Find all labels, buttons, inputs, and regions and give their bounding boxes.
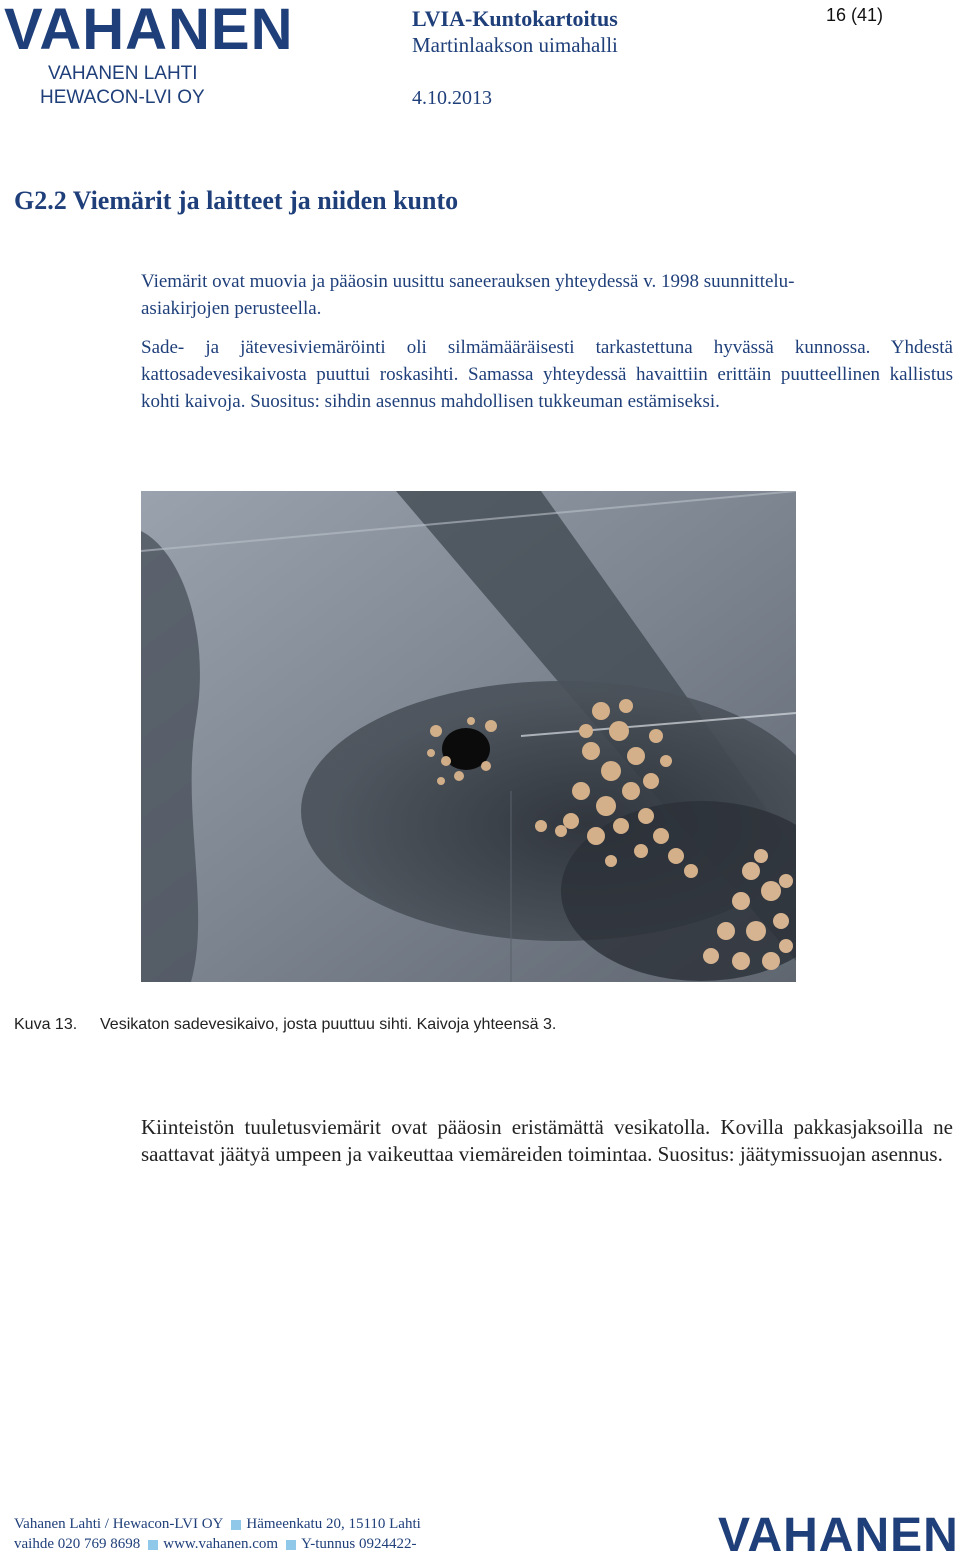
footer-bullet-icon (286, 1540, 296, 1550)
paragraph-1-line-1: Viemärit ovat muovia ja pääosin uusittu saneerauksen yhteydessä v. 1998 suunnittelu- (141, 271, 795, 292)
footer-address: Hämeenkatu 20, 15110 Lahti (246, 1516, 421, 1532)
footer-bullet-icon (148, 1540, 158, 1550)
document-date: 4.10.2013 (412, 87, 492, 109)
company-name-line1: VAHANEN LAHTI (48, 63, 198, 84)
company-name-line2: HEWACON-LVI OY (40, 87, 205, 108)
roof-drain-photo (141, 491, 796, 982)
paragraph-2: Sade- ja jätevesiviemäröinti oli silmämääräisesti tarkastettuna hyvässä kunnossa. Yhdestä kattosadevesikaivosta puuttui roskasihti. Samassa yhteydessä havaittiin erittäin puutteellinen kallistus kohti kaivoja. Suositus: sihdin asennus mahdollisen tukkeuman estämiseksi. (141, 337, 953, 412)
footer-company: Vahanen Lahti / Hewacon-LVI OY (14, 1516, 224, 1532)
paragraph-3: Kiinteistön tuuletusviemärit ovat pääosin eristämättä vesikatolla. Kovilla pakkasjaksoilla ne saattavat jäätyä umpeen ja vaikeuttaa viemäreiden toimintaa. Suositus: jäätymissuojan asennus. (141, 1115, 953, 1166)
footer-line-2 (14, 1534, 416, 1554)
footer-line-1 (14, 1514, 421, 1534)
section-heading: G2.2 Viemärit ja laitteet ja niiden kunto (14, 186, 459, 215)
document-title: LVIA-Kuntokartoitus (412, 6, 618, 31)
caption-text: Vesikaton sadevesikaivo, josta puuttuu sihti. Kaivoja yhteensä 3. (100, 1016, 557, 1033)
figure-caption (14, 1016, 556, 1034)
footer-web: www.vahanen.com (163, 1536, 279, 1552)
page-number: 16 (41) (826, 5, 884, 25)
paragraph-1 (141, 268, 953, 322)
document-subtitle: Martinlaakson uimahalli (412, 33, 618, 57)
footer-bullet-icon (231, 1520, 241, 1530)
footer-phone: vaihde 020 769 8698 (14, 1536, 141, 1552)
footer-ytunnus: Y-tunnus 0924422- (301, 1536, 417, 1552)
footer-vahanen-logo: VAHANEN (718, 1509, 959, 1562)
vahanen-logo: VAHANEN (4, 0, 294, 62)
paragraph-1-line-2: asiakirjojen perusteella. (141, 298, 322, 319)
caption-number: Kuva 13. (14, 1016, 78, 1033)
